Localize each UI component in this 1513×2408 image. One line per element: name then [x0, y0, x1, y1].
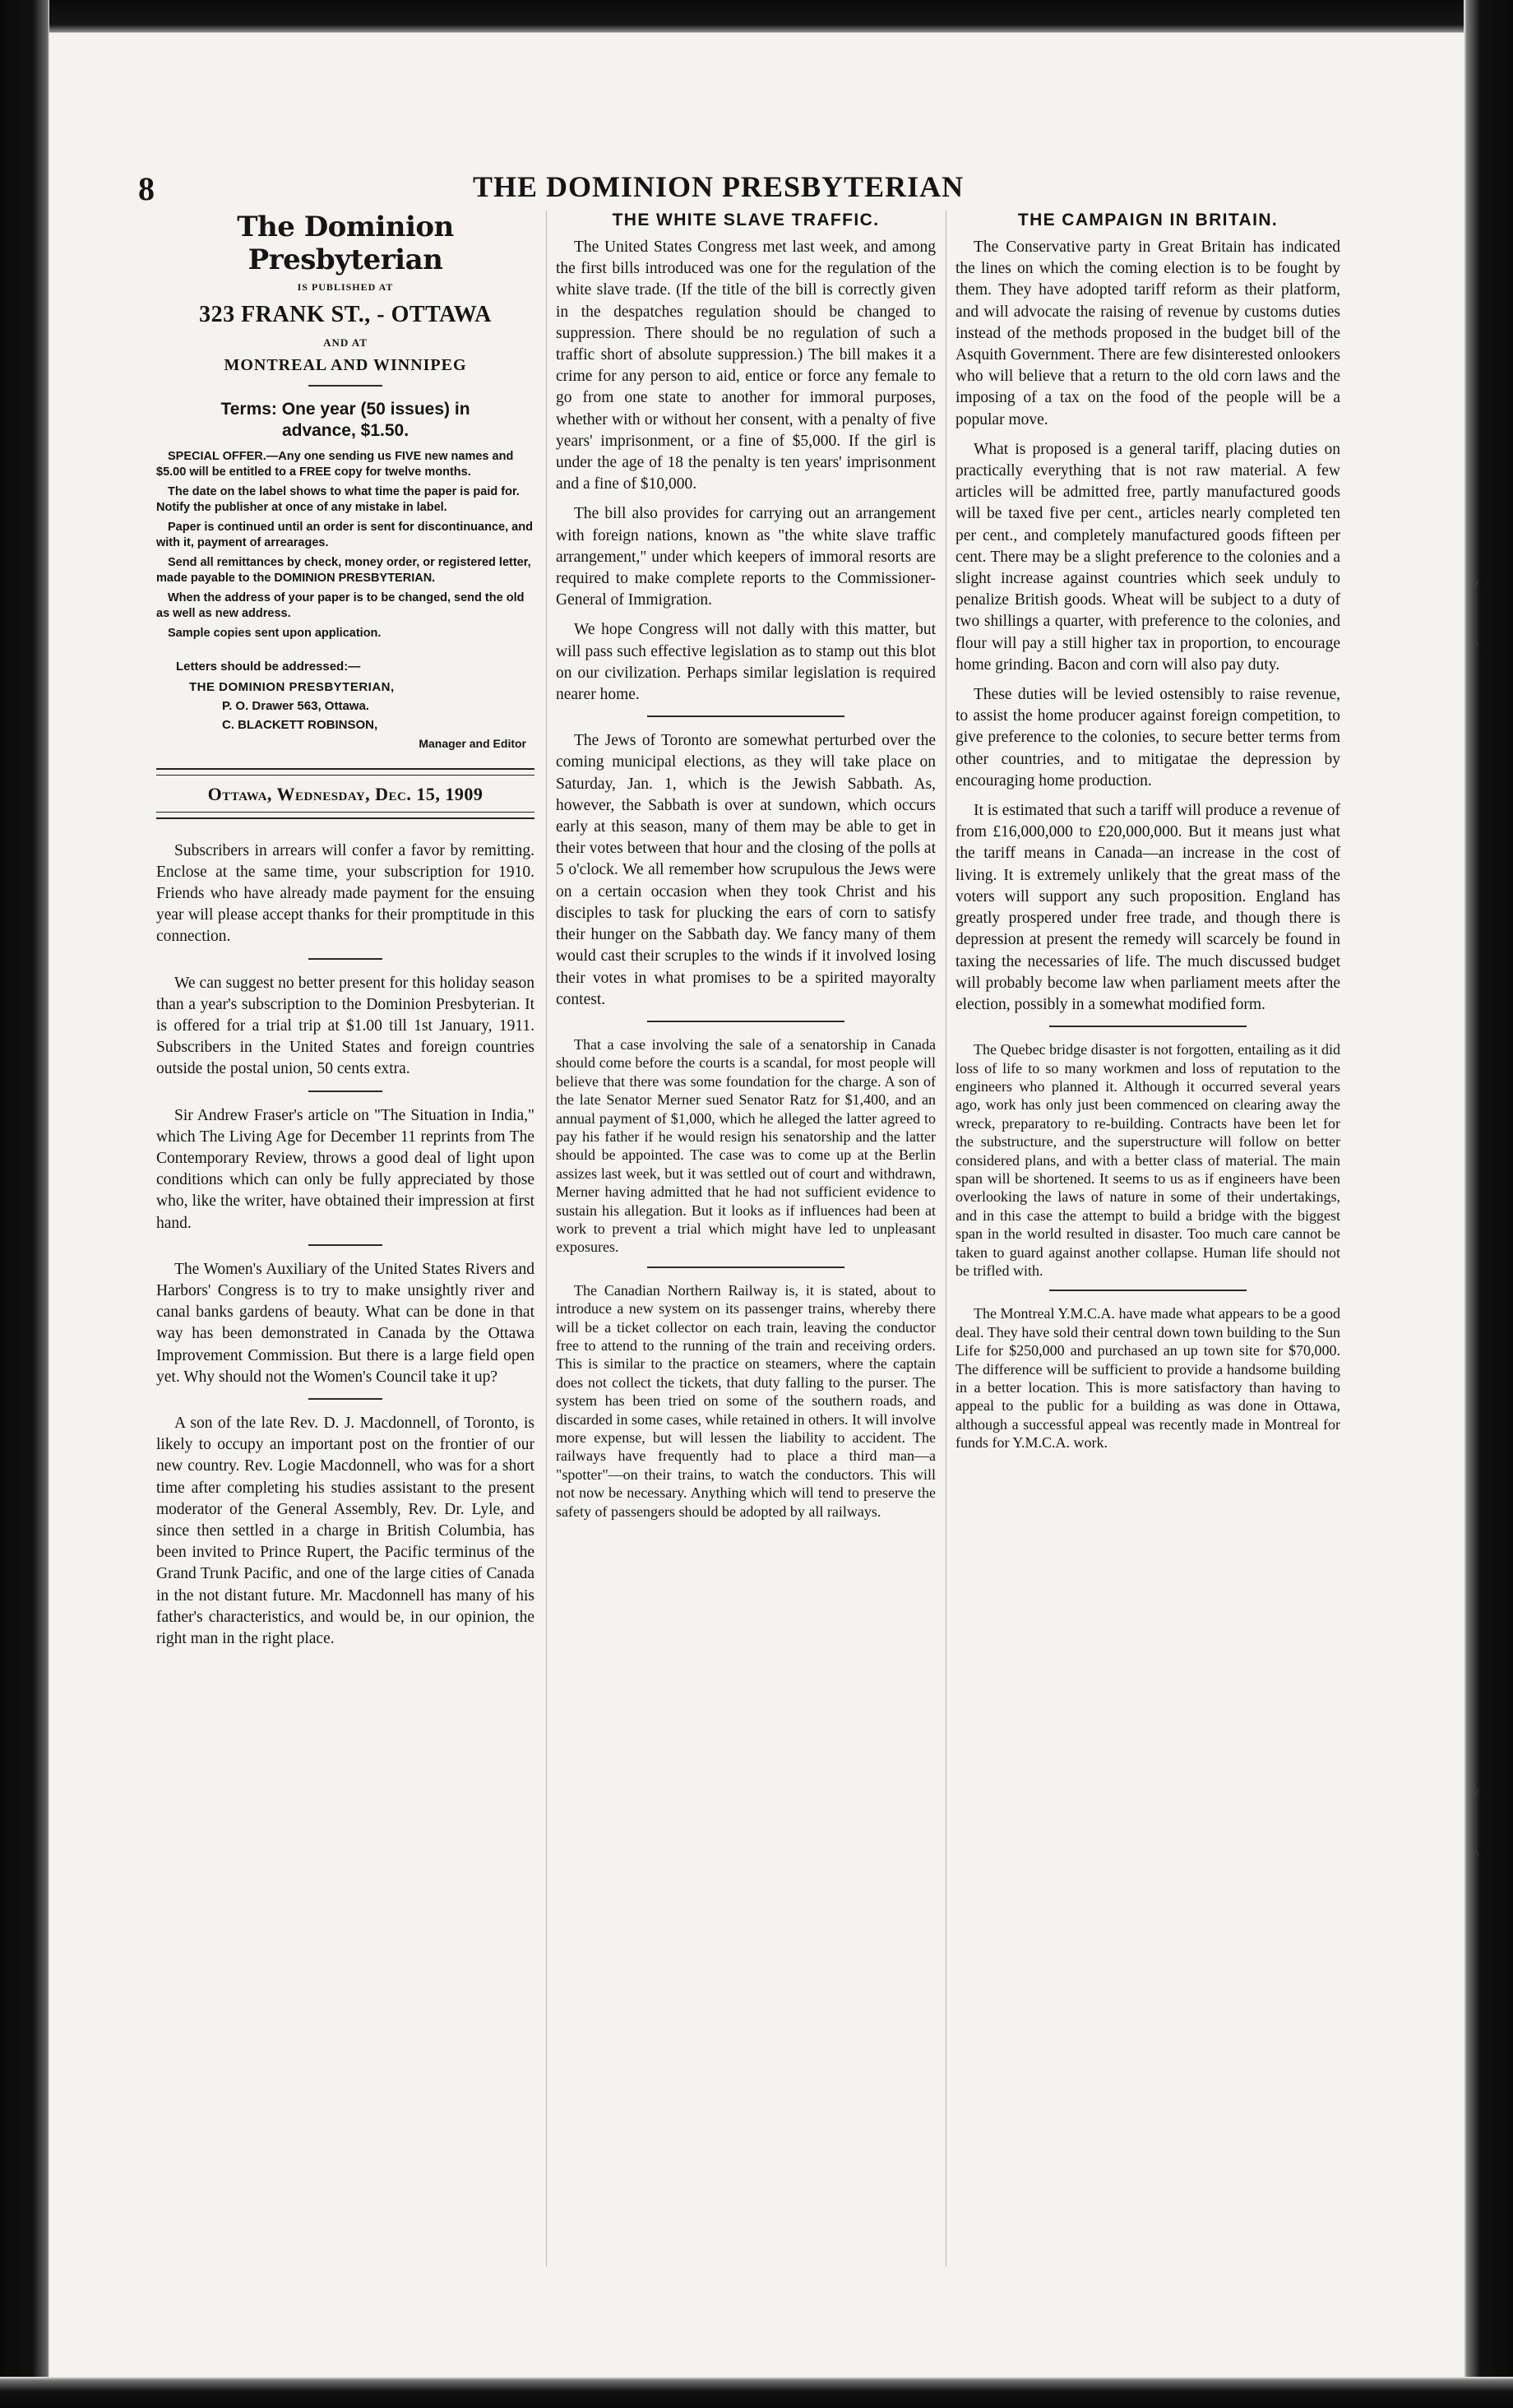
masthead-price: advance, $1.50. [281, 421, 409, 440]
column-2 [556, 211, 936, 1529]
paragraph: What is proposed is a general tariff, placing duties on practically everything that is not raw material. A few articles will be admitted free, partly manufactured goods will be taxed five per cent., articles nearly completed ten per cent., and completely manufactured goods fifteen per cent. There may be a slight preference to the colonies and a slight increase against countries which seek unduly to penalize British goods. Wheat will be subject to a duty of two shillings a quarter, with preference to the colonies, and flour will pay a still higher tax in proportion, to encourage home grinding. Bacon and corn will also pay duty. [955, 440, 1340, 674]
separator [308, 958, 382, 960]
column-1 [156, 211, 534, 1658]
paragraph: It is estimated that such a tariff will produce a revenue of from £16,000,000 to £20,000,000. But it means just what the tariff means in Canada—an increase in the cost of living. It is extremely unlikely that the great mass of the voters will support any such proposition. England has greatly prospered under free trade, and though there is depression at present the remedy will scarcely be found in taxing the necessaries of life. The much discussed budget will probably become law when parliament meets after the election, possibly in a somewhat modified form. [955, 802, 1340, 1013]
article-heading: THE WHITE SLAVE TRAFFIC. [612, 211, 880, 229]
binding-clip-mark [1474, 1790, 1491, 1855]
masthead-title: The Dominion Presbyterian [237, 211, 454, 276]
masthead-cities: MONTREAL AND WINNIPEG [224, 356, 467, 374]
masthead-terms: Terms: One year (50 issues) in [220, 400, 470, 419]
paragraph: The Quebec bridge disaster is not forgotten, entailing as it did loss of life to so many workmen and loss of reputation to the engineers who planned it. Although it occurred several years ago, work has only just been commenced on clearing away the wreck, preparatory to re-building. Contracts have been let for the substructure, and the superstructure will follow on better considered plans, and with a better class of material. The main span will be shortened. It seems to us as if engineers have been overlooking the laws of nature in some of their undertakings, and in this case the attempt to build a bridge with the biggest span in the world resulted in disaster. Too much care cannot be taken to guard against another collapse. Human life should not be trifled with. [955, 1041, 1340, 1279]
notice-label-date: The date on the label shows to what time the paper is paid for. Notify the publisher at once of any mistake in label. [156, 485, 520, 514]
dateline-rule [156, 768, 534, 776]
masthead-address: 323 FRANK ST., - OTTAWA [199, 302, 492, 327]
paragraph: We can suggest no better present for this holiday season than a year's subscription to the Dominion Presbyterian. It is offered for a trial trip at $1.00 till 1st January, 1911. Subscribers in the United States and foreign countries outside the postal union, 50 cents extra. [156, 974, 534, 1078]
paragraph: Sir Andrew Fraser's article on "The Situation in India," which The Living Age for December 11 reprints from The Contemporary Review, throws a good deal of light upon conditions which can only be fully appreciated by those who, like the writer, have obtained their impression at first hand. [156, 1106, 534, 1232]
separator [308, 385, 382, 387]
letters-intro: Letters should be addressed:— [176, 659, 361, 674]
letters-address-block [156, 660, 534, 750]
scan-border-top [0, 0, 1513, 33]
notice-address-change: When the address of your paper is to be changed, send the old as well as new address. [156, 591, 525, 620]
letters-recipient: THE DOMINION PRESBYTERIAN, [189, 679, 395, 694]
paragraph: The Canadian Northern Railway is, it is stated, about to introduce a new system on its passenger trains, whereby there will be a ticket collector on each train, leaving the conductor free to attend to the running of the train and receiving orders. This is similar to the practice on steamers, where the captain does not collect the tickets, that duty falling to the purser. The system has been tried on some of the southern roads, and discarded in some cases, while retained in others. It will involve more expense, but will lessen the liability to accident. The railways have frequently had to place a third man—a "spotter"—on their trains, to watch the conductors. This will not now be necessary. Anything which will tend to preserve the safety of passengers should be adopted by all railways. [556, 1281, 936, 1520]
masthead-published-at: IS PUBLISHED AT [297, 281, 394, 293]
column-rule [546, 211, 547, 2267]
editor-name: C. BLACKETT ROBINSON, [222, 717, 378, 732]
paragraph: These duties will be levied ostensibly to raise revenue, to assist the home producer against foreign competition, to give preference to the colonies, to secure better terms from other countries, and to mitigatae the depression by encouraging home production. [955, 686, 1340, 790]
paragraph: The Jews of Toronto are somewhat perturbed over the coming municipal elections, as they will take place on Saturday, Jan. 1, which is the Jewish Sabbath. As, however, the Sabbath is over at sundown, which occurs early at this season, many of them may be able to get in their votes between that hour and the closing of the polls at 5 o'clock. We all remember how scrupulous the Jews were on a certain occasion when they took Christ and his disciples to task for plucking the ears of corn to satisfy their hunger on the Sabbath day. We fancy many of them would cast their scruples to the winds if it involved losing their votes in what promises to be a spirited mayoralty contest. [556, 732, 936, 1008]
paragraph: Subscribers in arrears will confer a favor by remitting. Enclose at the same time, your subscription for 1910. Friends who have already made payment for the ensuing year will please accept thanks for their promptitude in this connection. [156, 841, 534, 946]
editor-role: Manager and Editor [419, 736, 526, 750]
masthead [156, 211, 534, 750]
paragraph: The Women's Auxiliary of the United States Rivers and Harbors' Congress is to try to make unsightly river and canal banks gardens of beauty. What can be done in that way has been demonstrated in Canada by the Ottawa Improvement Commission. But there is a large field open yet. Why should not the Women's Council take it up? [156, 1260, 534, 1386]
separator [647, 715, 844, 717]
paragraph: The Conservative party in Great Britain has indicated the lines on which the coming election is to be fought by them. They have adopted tariff reform as their platform, and will advocate the raising of revenue by customs duties instead of the methods proposed in the budget bill of the Asquith Government. There are few disinterested onlookers who will believe that a return to the old corn laws and the imposing of a tax on the food of the people will be a popular move. [955, 238, 1340, 428]
separator [308, 1398, 382, 1400]
notice-continuance: Paper is continued until an order is sent for discontinuance, and with it, payment of arrearages. [156, 521, 533, 549]
paragraph: The bill also provides for carrying out an arrangement with foreign nations, known as "the white slave traffic arrangement," under which keepers of immoral resorts are required to make complete reports to the Commissioner-General of Immigration. [556, 505, 936, 609]
separator [1049, 1026, 1247, 1027]
separator [647, 1267, 844, 1268]
separator [308, 1091, 382, 1092]
column-3 [955, 211, 1340, 1461]
paragraph: We hope Congress will not dally with this matter, but will pass such effective legislation as to stamp out this blot on our civilization. Perhaps similar legislation is required nearer home. [556, 621, 936, 704]
letters-box: P. O. Drawer 563, Ottawa. [222, 698, 369, 713]
paragraph: The United States Congress met last week, and among the first bills introduced was one for the regulation of the white slave trade. (If the title of the bill is correctly given in the despatches regulation should be changed to suppression. There should be no regulation of such a traffic short of absolute suppression.) The bill makes it a crime for any person to aid, entice or force any female to go from one state to another for immoral purposes, whether with or without her consent, with a penalty of five years' imprisonment, or a fine of $5,000. If the girl is under the age of 18 the penalty is ten years' imprisonment and a fine of $10,000. [556, 238, 936, 493]
separator [647, 1021, 844, 1022]
notice-remittances: Send all remittances by check, money order, or registered letter, made payable to the DOMINION PRESBYTERIAN. [156, 556, 531, 585]
notice-sample-copies: Sample copies sent upon application. [168, 627, 382, 640]
dateline-rule [156, 812, 534, 819]
notice-special-offer: SPECIAL OFFER.—Any one sending us FIVE new names and $5.00 will be entitled to a FREE copy for twelve months. [156, 450, 514, 479]
separator [1049, 1290, 1247, 1291]
masthead-and-at: AND AT [323, 336, 368, 349]
paragraph: That a case involving the sale of a senatorship in Canada should come before the courts is a scandal, for most people will believe that there was some foundation for the charge. A son of the late Senator Merner sued Senator Ratz for $1,400, and an annual payment of $1,000, which he alleged the latter agreed to pay his father if he would resign his senatorship and the latter should be appointed. The case was to come up at the Berlin assizes last week, but it was settled out of court and withdrawn, Merner having admitted that he had not sufficient evidence to sustain his allegation. But it looks as if influences had been at work to prevent a trial which might have led to unpleasant exposures. [556, 1035, 936, 1256]
article-heading: THE CAMPAIGN IN BRITAIN. [1017, 211, 1279, 229]
paragraph: The Montreal Y.M.C.A. have made what appears to be a good deal. They have sold their central down town building to the Sun Life for $250,000 and purchased an up town site for $70,000. The difference will be sufficient to provide a handsome building in a better location. This is more satisfactory than having to appeal to the public for a building as was done in Ottawa, although a successful appeal was recently made in Montreal for funds for Y.M.C.A. work. [955, 1305, 1340, 1452]
page-number: 8 [138, 170, 155, 207]
scan-border-right [1464, 0, 1513, 2408]
binding-clip-mark [1474, 581, 1491, 646]
running-title: THE DOMINION PRESBYTERIAN [473, 170, 965, 203]
scan-border-bottom [0, 2377, 1513, 2408]
dateline: Ottawa, Wednesday, Dec. 15, 1909 [207, 783, 484, 804]
paragraph: A son of the late Rev. D. J. Macdonnell, of Toronto, is likely to occupy an important post on the frontier of our new country. Rev. Logie Macdonnell, who was for a short time after completing his studies assistant to the present moderator of the General Assembly, Rev. Dr. Lyle, and since then settled in a charge in British Columbia, has been invited to Prince Rupert, the Pacific terminus of the Grand Trunk Pacific, and one of the large cities of Canada in the not distant future. Mr. Macdonnell has many of his father's characteristics, and would be, in our opinion, the right man in the right place. [156, 1414, 534, 1647]
separator [308, 1244, 382, 1246]
scan-border-left [0, 0, 49, 2408]
